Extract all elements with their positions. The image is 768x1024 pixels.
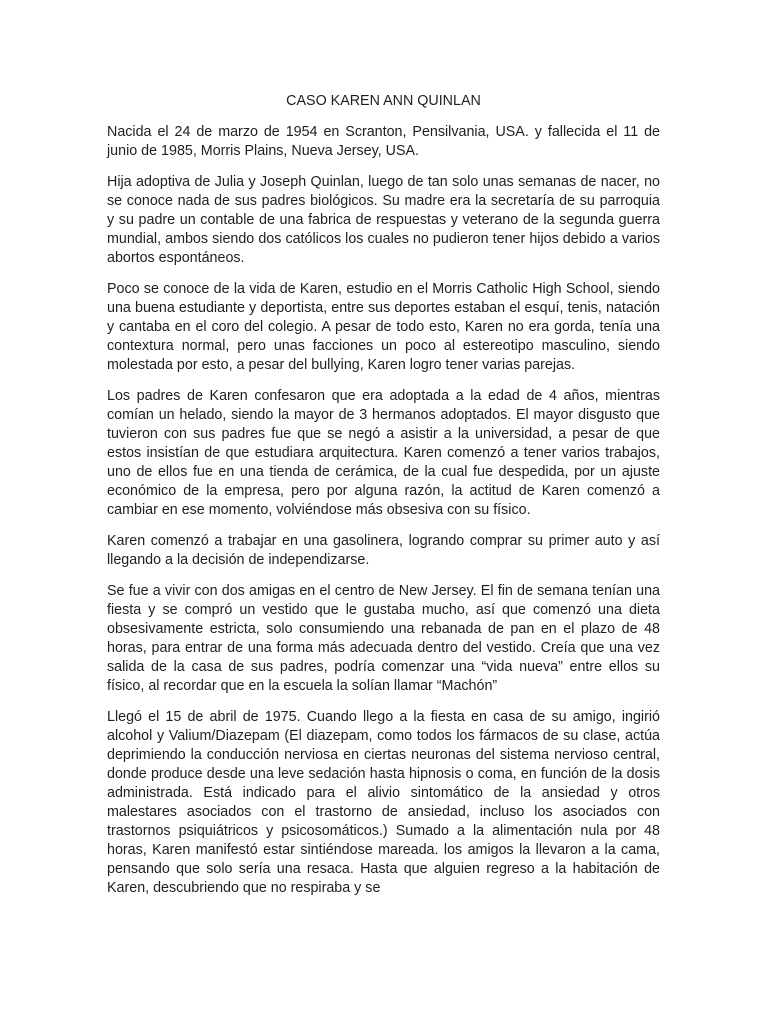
paragraph-party-night: Llegó el 15 de abril de 1975. Cuando llego a la fiesta en casa de su amigo, ingirió alcohol y Valium/Diazepam (El diazepam, como todos los fármacos de su clase, actúa deprimiendo la conducción nerviosa en ciertas neuronas del sistema nervioso central, donde produce desde una leve sedación hasta hipnosis o coma, en función de la dosis administrada. Está indicado para el alivio sintomático de la ansiedad y otros malestares asociados con el trastorno de ansiedad, incluso los asociados con trastornos psiquiátricos y psicosomáticos.) Sumado a la alimentación nula por 48 horas, Karen manifestó estar sintiéndose mareada. los amigos la llevaron a la cama, pensando que solo sería una resaca. Hasta que alguien regreso a la habitación de Karen, descubriendo que no respiraba y se (107, 709, 660, 896)
paragraph-school-life: Poco se conoce de la vida de Karen, estudio en el Morris Catholic High School, siendo una buena estudiante y deportista, entre sus deportes estaban el esquí, tenis, natación y cantaba en el coro del colegio. A pesar de todo esto, Karen no era gorda, tenía una contextura normal, pero unas facciones un poco al estereotipo masculino, siendo molestada por esto, a pesar del bullying, Karen logro tener varias parejas. (107, 281, 660, 373)
document-title: CASO KAREN ANN QUINLAN (286, 93, 481, 109)
paragraph-new-jersey-diet: Se fue a vivir con dos amigas en el centro de New Jersey. El fin de semana tenían una fiesta y se compró un vestido que le gustaba mucho, así que comenzó una dieta obsesivamente estricta, solo consumiendo una rebanada de pan en el plazo de 48 horas, para entrar de una forma más adecuada dentro del vestido. Creía que una vez salida de la casa de sus padres, podría comenzar una “vida nueva” entre ellos su físico, al recordar que en la escuela la solían llamar “Machón” (107, 583, 660, 694)
paragraph-birth-death: Nacida el 24 de marzo de 1954 en Scranton, Pensilvania, USA. y fallecida el 11 de junio de 1985, Morris Plains, Nueva Jersey, USA. (107, 124, 660, 159)
document-page (107, 92, 660, 910)
paragraph-adoption-revealed: Los padres de Karen confesaron que era adoptada a la edad de 4 años, mientras comían un helado, siendo la mayor de 3 hermanos adoptados. El mayor disgusto que tuvieron con sus padres fue que se negó a asistir a la universidad, a pesar de que estos insistían de que estudiara arquitectura. Karen comenzó a tener varios trabajos, uno de ellos fue en una tienda de cerámica, de la cual fue despedida, por un ajuste económico de la empresa, pero por alguna razón, la actitud de Karen comenzó a cambiar en ese momento, volviéndose más obsesiva con su físico. (107, 388, 660, 518)
paragraph-gas-station-job: Karen comenzó a trabajar en una gasolinera, logrando comprar su primer auto y así llegando a la decisión de independizarse. (107, 533, 660, 568)
paragraph-adoptive-parents: Hija adoptiva de Julia y Joseph Quinlan, luego de tan solo unas semanas de nacer, no se conoce nada de sus padres biológicos. Su madre era la secretaría de su parroquia y su padre un contable de una fabrica de respuestas y veterano de la segunda guerra mundial, ambos siendo dos católicos los cuales no pudieron tener hijos debido a varios abortos espontáneos. (107, 174, 660, 266)
